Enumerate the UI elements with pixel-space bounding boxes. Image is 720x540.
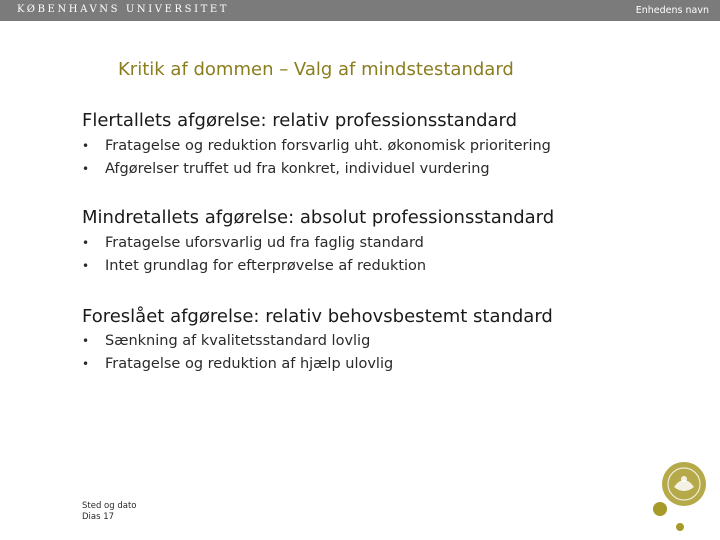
slide-number: Dias 17 [82,512,115,522]
university-name: KØBENHAVNS UNIVERSITET [17,4,230,15]
bullet-text: Intet grundlag for efterprøvelse af reduktion [105,258,427,274]
university-seal-icon [650,461,710,537]
unit-name: Enhedens navn [635,5,709,16]
bullet-icon: • [82,139,90,153]
slide-footer [82,501,137,523]
bullet-text: Fratagelse og reduktion forsvarlig uht. økonomisk prioritering [105,138,551,154]
bullet-text: Fratagelse og reduktion af hjælp ulovlig [105,356,394,372]
section-heading-minority: Mindretallets afgørelse: absolut professionsstandard [82,207,555,228]
bullet-text: Fratagelse uforsvarlig ud fra faglig standard [105,235,424,251]
bullet-text: Afgørelser truffet ud fra konkret, individuel vurdering [105,161,490,177]
bullet-icon: • [82,236,90,250]
header-bar [0,0,720,21]
bullet-text: Sænkning af kvalitetsstandard lovlig [105,333,371,349]
bullet-icon: • [82,357,90,371]
bullet-icon: • [82,259,90,273]
slide-title: Kritik af dommen – Valg af mindstestandard [118,59,514,80]
section-heading-proposed: Foreslået afgørelse: relativ behovsbestemt standard [82,306,553,327]
bullet-icon: • [82,334,90,348]
bullet-icon: • [82,162,90,176]
place-date: Sted og dato [82,501,137,511]
section-heading-majority: Flertallets afgørelse: relativ professionsstandard [82,110,518,131]
